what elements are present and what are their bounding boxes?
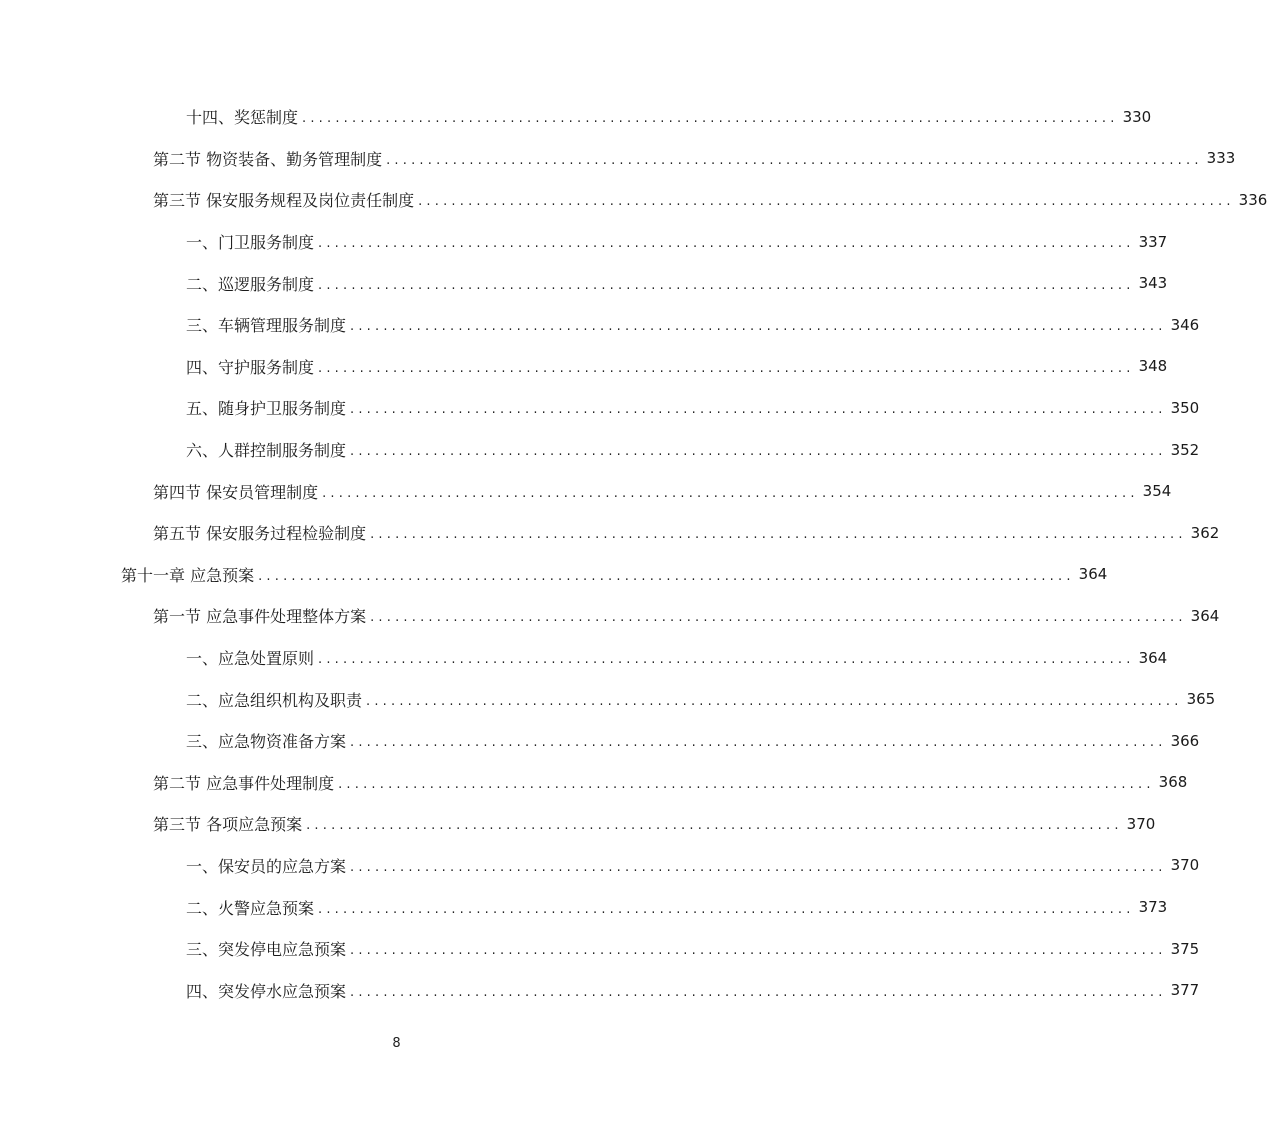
toc-entry[interactable] [0, 720, 1200, 762]
toc-leader-dots: .................................................................................................. [302, 111, 1119, 127]
toc-entry-page: 333 [1206, 149, 1236, 168]
toc-entry-title: 六、人群控制服务制度 [186, 441, 347, 461]
toc-entry[interactable] [0, 845, 1200, 887]
toc-leader-dots: .................................................................................................. [370, 527, 1187, 543]
toc-entry-title: 一、应急处置原则 [186, 649, 315, 669]
toc-entry[interactable] [0, 886, 1168, 928]
toc-entry-title: 第四节 保安员管理制度 [153, 482, 319, 502]
toc-entry-page: 370 [1126, 814, 1156, 833]
toc-entry-page: 330 [1122, 107, 1152, 126]
toc-entry[interactable] [0, 138, 1236, 180]
toc-entry[interactable] [0, 803, 1156, 845]
toc-entry[interactable] [0, 470, 1172, 512]
toc-entry-title: 三、车辆管理服务制度 [186, 316, 347, 336]
toc-entry-title: 二、巡逻服务制度 [186, 274, 315, 294]
toc-entry-page: 373 [1138, 898, 1168, 917]
page-number: 8 [392, 1036, 401, 1051]
toc-leader-dots: .................................................................................................. [350, 402, 1167, 418]
toc-entry-title: 二、火警应急预案 [186, 898, 315, 918]
toc-entry[interactable] [0, 96, 1152, 138]
toc-entry-title: 第三节 各项应急预案 [153, 815, 303, 835]
toc-entry-title: 第二节 应急事件处理制度 [153, 773, 335, 793]
toc-entry-page: 336 [1238, 190, 1267, 209]
toc-entry[interactable] [0, 554, 1108, 596]
toc-entry-page: 352 [1170, 440, 1200, 459]
toc-leader-dots: .................................................................................................. [318, 652, 1135, 668]
toc-entry[interactable] [0, 762, 1188, 804]
toc-leader-dots: .................................................................................................. [318, 360, 1135, 376]
toc-entry-title: 第三节 保安服务规程及岗位责任制度 [153, 191, 415, 211]
toc-entry-title: 五、随身护卫服务制度 [186, 399, 347, 419]
toc-entry-title: 一、门卫服务制度 [186, 233, 315, 253]
toc-entry-title: 四、守护服务制度 [186, 357, 315, 377]
toc-entry-page: 365 [1186, 690, 1216, 709]
toc-entry-page: 368 [1158, 773, 1188, 792]
toc-entry-title: 一、保安员的应急方案 [186, 856, 347, 876]
toc-entry[interactable] [0, 595, 1220, 637]
toc-entry[interactable] [0, 304, 1200, 346]
toc-entry[interactable] [0, 512, 1220, 554]
toc-entry-title: 十四、奖惩制度 [186, 108, 299, 128]
toc-leader-dots: .................................................................................................. [258, 568, 1075, 584]
toc-entry[interactable] [0, 678, 1216, 720]
toc-entry-page: 364 [1078, 565, 1108, 584]
toc-entry[interactable] [0, 928, 1200, 970]
toc-entry[interactable] [0, 262, 1168, 304]
toc-leader-dots: .................................................................................................. [366, 693, 1183, 709]
toc-entry[interactable] [0, 429, 1200, 471]
table-of-contents [0, 96, 1267, 1011]
toc-leader-dots: .................................................................................................. [318, 277, 1135, 293]
toc-entry-page: 364 [1190, 606, 1220, 625]
toc-entry[interactable] [0, 179, 1267, 221]
toc-entry-title: 第五节 保安服务过程检验制度 [153, 524, 367, 544]
toc-entry-page: 354 [1142, 482, 1172, 501]
toc-leader-dots: .................................................................................................. [322, 485, 1139, 501]
toc-entry[interactable] [0, 969, 1200, 1011]
toc-entry-title: 三、应急物资准备方案 [186, 732, 347, 752]
toc-entry-title: 三、突发停电应急预案 [186, 940, 347, 960]
toc-leader-dots: .................................................................................................. [306, 818, 1123, 834]
toc-entry[interactable] [0, 221, 1168, 263]
toc-leader-dots: .................................................................................................. [338, 776, 1155, 792]
toc-entry-title: 四、突发停水应急预案 [186, 981, 347, 1001]
toc-entry-title: 第一节 应急事件处理整体方案 [153, 607, 367, 627]
toc-leader-dots: .................................................................................................. [318, 236, 1135, 252]
toc-entry-title: 第十一章 应急预案 [121, 565, 255, 585]
toc-entry[interactable] [0, 637, 1168, 679]
toc-leader-dots: .................................................................................................. [350, 735, 1167, 751]
toc-entry-page: 343 [1138, 274, 1168, 293]
toc-entry-title: 第二节 物资装备、勤务管理制度 [153, 149, 383, 169]
toc-entry-page: 350 [1170, 398, 1200, 417]
toc-entry-page: 364 [1138, 648, 1168, 667]
toc-leader-dots: .................................................................................................. [350, 984, 1167, 1000]
toc-leader-dots: .................................................................................................. [418, 194, 1235, 210]
toc-entry-page: 375 [1170, 939, 1200, 958]
toc-entry-page: 337 [1138, 232, 1168, 251]
toc-leader-dots: .................................................................................................. [350, 943, 1167, 959]
toc-entry[interactable] [0, 387, 1200, 429]
toc-entry-title: 二、应急组织机构及职责 [186, 690, 363, 710]
toc-leader-dots: .................................................................................................. [350, 859, 1167, 875]
toc-entry-page: 346 [1170, 315, 1200, 334]
toc-entry-page: 377 [1170, 981, 1200, 1000]
toc-leader-dots: .................................................................................................. [370, 610, 1187, 626]
toc-entry[interactable] [0, 346, 1168, 388]
toc-entry-page: 348 [1138, 357, 1168, 376]
toc-entry-page: 370 [1170, 856, 1200, 875]
toc-leader-dots: .................................................................................................. [318, 901, 1135, 917]
toc-entry-page: 362 [1190, 523, 1220, 542]
toc-leader-dots: .................................................................................................. [350, 319, 1167, 335]
toc-entry-page: 366 [1170, 731, 1200, 750]
toc-leader-dots: .................................................................................................. [350, 444, 1167, 460]
toc-leader-dots: .................................................................................................. [386, 152, 1203, 168]
